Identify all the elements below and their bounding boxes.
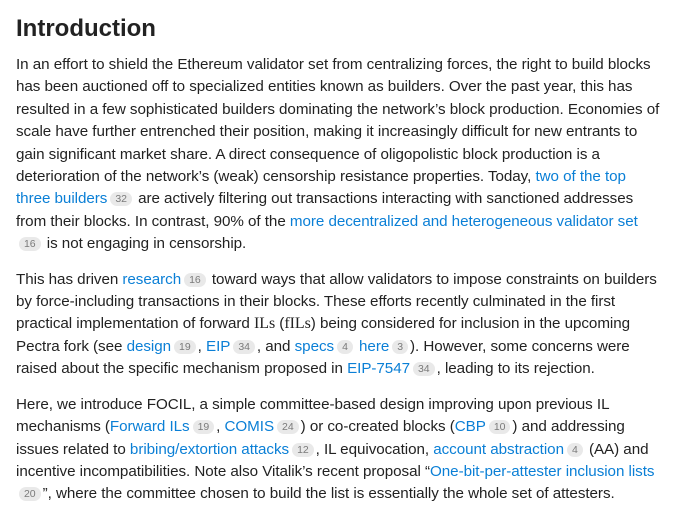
click-count-badge: 3 (392, 340, 408, 354)
click-count-badge: 19 (193, 420, 215, 434)
text: This has driven (16, 270, 123, 288)
link-eip[interactable]: EIP (205, 337, 231, 355)
section-heading: Introduction (16, 15, 156, 42)
click-count-badge: 34 (413, 362, 435, 376)
click-count-badge: 20 (19, 487, 41, 501)
click-count-badge: 32 (110, 192, 132, 206)
link-eip-7547[interactable]: EIP-7547 (347, 360, 411, 378)
text: , IL equivocation, (315, 440, 434, 458)
text: In an effort to shield the Ethereum validator set from centralizing forces, the right to build blocks has been auctioned off to specialized entities known as builders. Over the past year, this has resulted in a few sophisticated builders dominating the network’s block production. Economies of scale have further entrenched their position, making it increasingly difficult for new entrants to gain significant market share. A direct consequence of oligopolistic block production is a deterioration of the network’s (weak) censorship resistance properties. Today, (16, 56, 660, 186)
text: (AA) and incentive incompatibilities. Note also Vitalik’s recent proposal “ (16, 440, 649, 480)
text: toward ways that allow validators to impose constraints on builders by force-including transactions in their blocks. These efforts recently culminated in the first practical implementation of forward (16, 270, 657, 333)
paragraph-3 (16, 394, 664, 506)
text: are actively filtering out transactions interacting with sanctioned addresses from their blocks. In contrast, 90% of the (16, 190, 634, 230)
click-count-badge: 10 (489, 420, 511, 434)
link-research[interactable]: research (122, 270, 182, 288)
click-count-badge: 19 (174, 340, 196, 354)
link-comis[interactable]: COMIS (224, 418, 275, 436)
paragraph-2 (16, 269, 664, 381)
text: , (216, 418, 225, 436)
link-account-abstraction[interactable]: account abstraction (433, 440, 564, 458)
math-ils: ILs (253, 315, 276, 333)
link-cbp[interactable]: CBP (454, 418, 486, 436)
link-validator-set[interactable]: more decentralized and heterogeneous validator set (289, 212, 638, 230)
text: ”, where the committee chosen to build the list is essentially the whole set of attesters. (42, 485, 615, 503)
click-count-badge: 4 (567, 443, 583, 457)
click-count-badge: 12 (292, 443, 314, 457)
link-forward-ils[interactable]: Forward ILs (109, 418, 190, 436)
math-fils: fILs (284, 315, 311, 333)
paragraph-1 (16, 54, 664, 256)
text: is not engaging in censorship. (42, 235, 247, 253)
link-design[interactable]: design (126, 337, 172, 355)
link-top-builders[interactable]: two of the top three builders (16, 168, 626, 208)
click-count-badge: 24 (277, 420, 299, 434)
click-count-badge: 16 (184, 273, 206, 287)
text: Here, we introduce FOCIL, a simple committee-based design improving upon previous IL mechanisms ( (16, 395, 609, 436)
text: , (197, 337, 206, 355)
link-bribing-extortion[interactable]: bribing/extortion attacks (129, 440, 290, 458)
text: , and (256, 337, 295, 355)
text: ). However, some concerns were raised about the specific mechanism proposed in (16, 337, 630, 378)
click-count-badge: 34 (233, 340, 255, 354)
link-one-bit-per-attester[interactable]: One-bit-per-attester inclusion lists (430, 462, 655, 480)
text: , leading to its rejection. (436, 360, 595, 378)
click-count-badge: 16 (19, 237, 41, 251)
text: ( (275, 315, 285, 333)
text: ) and addressing issues related to (16, 418, 625, 458)
link-here[interactable]: here (359, 337, 390, 355)
text: ) being considered for inclusion in the upcoming Pectra fork (see (16, 315, 631, 355)
link-specs[interactable]: specs (294, 337, 335, 355)
click-count-badge: 4 (337, 340, 353, 354)
text: ) or co-created blocks ( (300, 418, 455, 436)
